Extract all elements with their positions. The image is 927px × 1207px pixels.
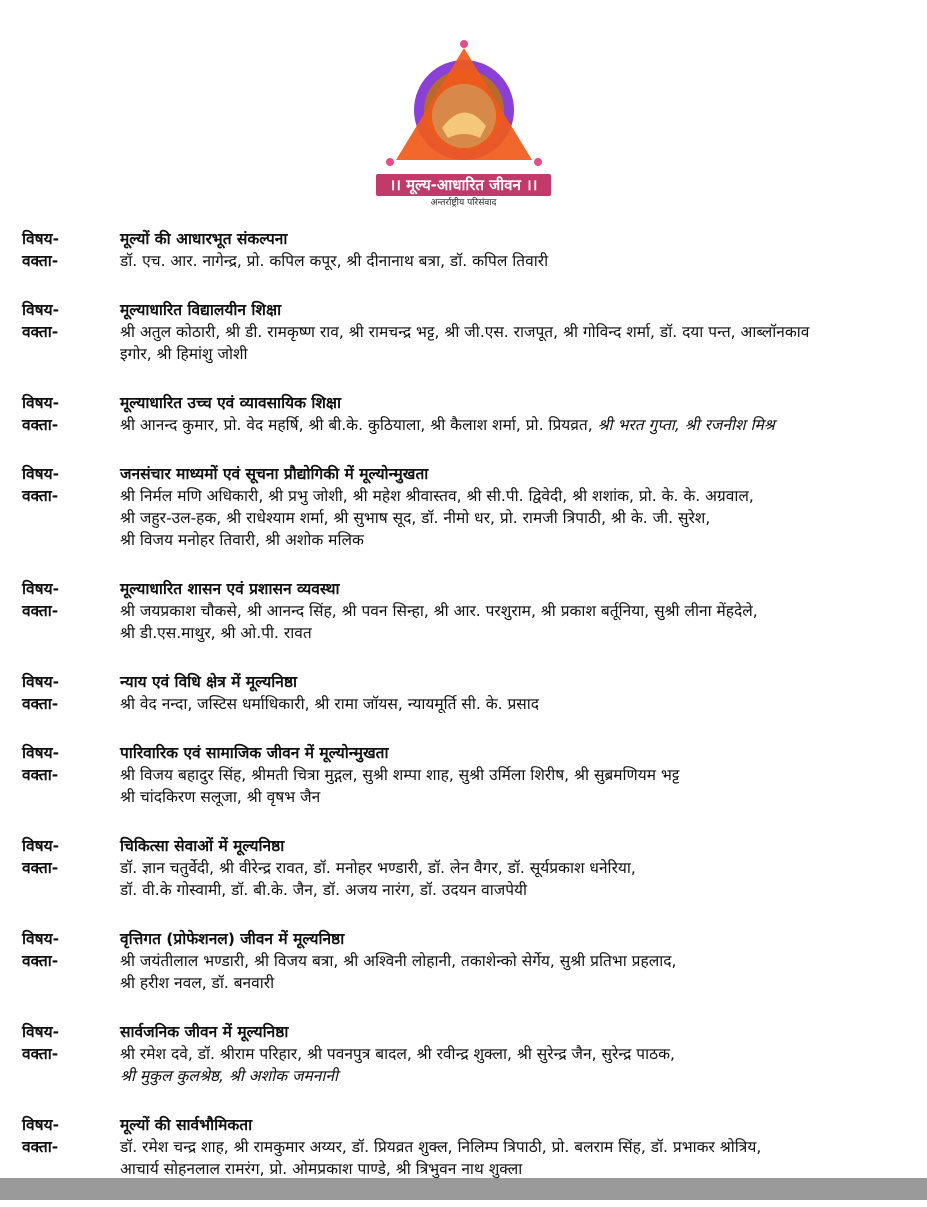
- speakers-names: श्री जयप्रकाश चौकसे, श्री आनन्द सिंह, श्री पवन सिन्हा, श्री आर. परशुराम, श्री प्रकाश बर्तूनिया, सुश्री लीना मेंहदेले,: [120, 602, 758, 620]
- speakers-names: श्री विजय मनोहर तिवारी, श्री अशोक मलिक: [120, 531, 364, 549]
- conference-logo: [382, 38, 546, 170]
- speakers-text: [120, 950, 912, 972]
- session-topic: सार्वजनिक जीवन में मूल्यनिष्ठा: [120, 1023, 289, 1041]
- logo-title: ।। मूल्य-आधारित जीवन ।।: [376, 174, 552, 196]
- speakers-names: श्री जहुर-उल-हक, श्री राधेश्याम शर्मा, श्री सुभाष सूद, डॉ. नीमो धर, प्रो. रामजी त्रिपाठी, श्री के. जी. सुरेश,: [120, 509, 711, 527]
- topic-row: [22, 1114, 912, 1136]
- session-block: [22, 835, 912, 901]
- speakers-names: श्री डी.एस.माथुर, श्री ओ.पी. रावत: [120, 624, 312, 642]
- topic-row: [22, 928, 912, 950]
- speakers-text: [120, 529, 912, 551]
- speakers-row: [22, 343, 912, 365]
- sessions-list: [22, 228, 912, 1207]
- session-block: [22, 463, 912, 551]
- speakers-label-spacer: [22, 622, 120, 644]
- speakers-label-spacer: [22, 879, 120, 901]
- speakers-names: श्री विजय बहादुर सिंह, श्रीमती चित्रा मुद्गल, सुश्री शम्पा शाह, सुश्री उर्मिला शिरीष, श्री सुब्रमणियम भट्ट: [120, 766, 680, 784]
- speakers-label: वक्ता-: [22, 323, 59, 341]
- topic-label: विषय-: [22, 580, 60, 598]
- session-topic: वृत्तिगत (प्रोफेशनल) जीवन में मूल्यनिष्ठा: [120, 930, 345, 948]
- speakers-names: इगोर, श्री हिमांशु जोशी: [120, 345, 248, 363]
- topic-label: विषय-: [22, 230, 60, 248]
- speakers-label-spacer: [22, 786, 120, 808]
- session-topic: जनसंचार माध्यमों एवं सूचना प्रौद्योगिकी में मूल्योन्मुखता: [120, 465, 429, 483]
- speakers-label: वक्ता-: [22, 487, 59, 505]
- speakers-text: [120, 1043, 912, 1065]
- session-block: [22, 578, 912, 644]
- session-topic: मूल्याधारित उच्च एवं व्यावसायिक शिक्षा: [120, 394, 342, 412]
- session-topic: मूल्यों की सार्वभौमिकता: [120, 1116, 253, 1134]
- speakers-names: डॉ. रमेश चन्द्र शाह, श्री रामकुमार अय्यर, डॉ. प्रियव्रत शुक्ल, निलिम्प त्रिपाठी, प्रो. बलराम सिंह, डॉ. प्रभाकर श्रोत्रिय,: [120, 1138, 762, 1156]
- speakers-row: [22, 693, 912, 715]
- topic-label: विषय-: [22, 465, 60, 483]
- session-block: [22, 392, 912, 436]
- topic-label: विषय-: [22, 930, 60, 948]
- session-topic: पारिवारिक एवं सामाजिक जीवन में मूल्योन्मुखता: [120, 744, 389, 762]
- speakers-label: वक्ता-: [22, 416, 59, 434]
- topic-row: [22, 835, 912, 857]
- speakers-text: [120, 786, 912, 808]
- speakers-label: वक्ता-: [22, 952, 59, 970]
- session-topic: मूल्यों की आधारभूत संकल्पना: [120, 230, 288, 248]
- speakers-row: [22, 857, 912, 879]
- session-block: [22, 299, 912, 365]
- speakers-text: [120, 343, 912, 365]
- session-topic: मूल्याधारित शासन एवं प्रशासन व्यवस्था: [120, 580, 340, 598]
- topic-row: [22, 742, 912, 764]
- speakers-names: श्री आनन्द कुमार, प्रो. वेद महर्षि, श्री बी.के. कुठियाला, श्री कैलाश शर्मा, प्रो. प्रियव्रत,: [120, 416, 598, 434]
- speakers-row: [22, 1136, 912, 1158]
- topic-row: [22, 1021, 912, 1043]
- speakers-row: [22, 529, 912, 551]
- logo-area: [0, 0, 927, 215]
- footer-bar: [0, 1178, 927, 1200]
- speakers-label-spacer: [22, 1065, 120, 1087]
- speakers-names: श्री हरीश नवल, डॉ. बनवारी: [120, 974, 275, 992]
- speakers-text: [120, 1136, 912, 1158]
- speakers-text: [120, 857, 912, 879]
- session-block: [22, 1021, 912, 1087]
- logo-dot-right: [534, 158, 542, 166]
- logo-dot-top: [460, 40, 468, 48]
- topic-label: विषय-: [22, 301, 60, 319]
- speakers-text: [120, 485, 912, 507]
- speakers-names: श्री अतुल कोठारी, श्री डी. रामकृष्ण राव, श्री रामचन्द्र भट्ट, श्री जी.एस. राजपूत, श्री गोविन्द शर्मा, डॉ. दया पन्त, आब्लॉनकाव: [120, 323, 810, 341]
- logo-dot-left: [386, 158, 394, 166]
- speakers-names: श्री निर्मल मणि अधिकारी, श्री प्रभु जोशी, श्री महेश श्रीवास्तव, श्री सी.पी. द्विवेदी, श्री शशांक, प्रो. के. के. अग्रवाल,: [120, 487, 754, 505]
- speakers-row: [22, 972, 912, 994]
- speakers-row: [22, 1043, 912, 1065]
- speakers-row: [22, 600, 912, 622]
- speakers-text: [120, 972, 912, 994]
- speakers-label: वक्ता-: [22, 602, 59, 620]
- speakers-text: [120, 414, 912, 436]
- topic-row: [22, 299, 912, 321]
- speakers-row: [22, 414, 912, 436]
- speakers-text: [120, 600, 912, 622]
- speakers-names-italic: श्री भरत गुप्ता, श्री रजनीश मिश्र: [597, 416, 775, 434]
- session-topic: मूल्याधारित विद्यालयीन शिक्षा: [120, 301, 282, 319]
- speakers-label-spacer: [22, 972, 120, 994]
- speakers-text: [120, 250, 912, 272]
- topic-row: [22, 392, 912, 414]
- speakers-row: [22, 764, 912, 786]
- session-block: [22, 928, 912, 994]
- speakers-row: [22, 622, 912, 644]
- speakers-label: वक्ता-: [22, 766, 59, 784]
- speakers-text: [120, 321, 912, 343]
- speakers-names: श्री वेद नन्दा, जस्टिस धर्माधिकारी, श्री रामा जॉयस, न्यायमूर्ति सी. के. प्रसाद: [120, 695, 540, 713]
- session-block: [22, 228, 912, 272]
- speakers-text: [120, 622, 912, 644]
- speakers-row: [22, 879, 912, 901]
- topic-label: विषय-: [22, 837, 60, 855]
- speakers-text: [120, 764, 912, 786]
- speakers-label: वक्ता-: [22, 695, 59, 713]
- session-block: [22, 742, 912, 808]
- speakers-row: [22, 950, 912, 972]
- speakers-names-italic: श्री मुकुल कुलश्रेष्ठ, श्री अशोक जमनानी: [120, 1067, 339, 1085]
- topic-row: [22, 671, 912, 693]
- speakers-row: [22, 485, 912, 507]
- session-block: [22, 671, 912, 715]
- speakers-row: [22, 321, 912, 343]
- topic-row: [22, 463, 912, 485]
- speakers-label: वक्ता-: [22, 1045, 59, 1063]
- speakers-label-spacer: [22, 507, 120, 529]
- speakers-text: [120, 1065, 912, 1087]
- session-topic: न्याय एवं विधि क्षेत्र में मूल्यनिष्ठा: [120, 673, 297, 691]
- topic-label: विषय-: [22, 394, 60, 412]
- speakers-names: श्री रमेश दवे, डॉ. श्रीराम परिहार, श्री पवनपुत्र बादल, श्री रवीन्द्र शुक्ला, श्री सुरेन्द्र जैन, सुरेन्द्र पाठक,: [120, 1045, 675, 1063]
- speakers-text: [120, 693, 912, 715]
- speakers-label-spacer: [22, 1158, 120, 1180]
- speakers-names: डॉ. वी.के गोस्वामी, डॉ. बी.के. जैन, डॉ. अजय नारंग, डॉ. उदयन वाजपेयी: [120, 881, 528, 899]
- speakers-names: श्री जयंतीलाल भण्डारी, श्री विजय बत्रा, श्री अश्विनी लोहानी, तकाशेन्को सेर्गेय, सुश्री प्रतिभा प्रहलाद,: [120, 952, 677, 970]
- speakers-row: [22, 786, 912, 808]
- session-topic: चिकित्सा सेवाओं में मूल्यनिष्ठा: [120, 837, 285, 855]
- speakers-label: वक्ता-: [22, 1138, 59, 1156]
- topic-label: विषय-: [22, 673, 60, 691]
- topic-label: विषय-: [22, 744, 60, 762]
- speakers-names: आचार्य सोहनलाल रामरंग, प्रो. ओमप्रकाश पाण्डे, श्री त्रिभुवन नाथ शुक्ला: [120, 1160, 523, 1178]
- speakers-text: [120, 1158, 912, 1180]
- session-block: [22, 1114, 912, 1180]
- topic-label: विषय-: [22, 1023, 60, 1041]
- speakers-text: [120, 879, 912, 901]
- topic-row: [22, 578, 912, 600]
- speakers-row: [22, 1158, 912, 1180]
- speakers-names: डॉ. ज्ञान चतुर्वेदी, श्री वीरेन्द्र रावत, डॉ. मनोहर भण्डारी, डॉ. लेन वैगर, डॉ. सूर्यप्रकाश धनेरिया,: [120, 859, 636, 877]
- logo-subtitle: अन्तर्राष्ट्रीय परिसंवाद: [430, 198, 497, 208]
- speakers-row: [22, 1065, 912, 1087]
- speakers-row: [22, 507, 912, 529]
- speakers-label-spacer: [22, 529, 120, 551]
- speakers-text: [120, 507, 912, 529]
- speakers-label: वक्ता-: [22, 252, 59, 270]
- speakers-names: डॉ. एच. आर. नागेन्द्र, प्रो. कपिल कपूर, श्री दीनानाथ बत्रा, डॉ. कपिल तिवारी: [120, 252, 549, 270]
- speakers-label-spacer: [22, 343, 120, 365]
- speakers-row: [22, 250, 912, 272]
- speakers-names: श्री चांदकिरण सलूजा, श्री वृषभ जैन: [120, 788, 321, 806]
- speakers-label: वक्ता-: [22, 859, 59, 877]
- topic-label: विषय-: [22, 1116, 60, 1134]
- topic-row: [22, 228, 912, 250]
